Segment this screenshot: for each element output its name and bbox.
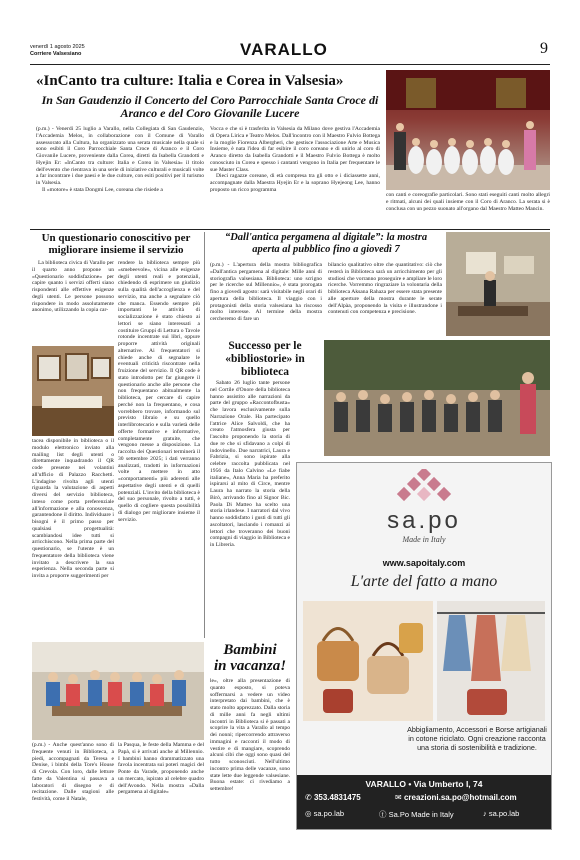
sapo-contact-bar [297,775,551,829]
sapo-logo-mark [397,469,451,509]
main-col-3 [386,192,550,226]
survey-col-a-para: La biblioteca civica di Varallo per il quarto anno propone un «Questionario soddisfazione» per capire quanto i servizi offerti siano rispondenti alle effettive esigenze degli utenti. Le persone possono rispondere in modo assolutamente anonimo, utilizzando la copia car- [32,260,114,314]
choir-photo-drawing [386,70,550,190]
main-title: «InCanto tra culture: Italia e Corea in Valsesia» [36,73,344,89]
pergamena-col-1-para: (p.m.) - L'apertura della mostra bibliografica «Dall'antica pergamena al digitale: Mille anni di storiografia valsesiana. Biblioteca: uno scrigno per le ricerche sul Millennio», è stata prorogata fino a giovedì agosto: sarà visitabile negli orari di apertura della biblioteca. Il viaggio con i protagonisti della storia valsesiana ha riscosso molto interesse. Al termine della mostra cercheremo di fare un [210,262,322,322]
paper-name: Corriere Valsesiano [30,51,82,57]
main-col-1-para: (p.m.) - Venerdì 25 luglio a Varallo, nella Collegiata di San Gaudenzio, l'Accademia Melos, in collaborazione con il Comune di Varallo assessorato alla Cultura, ha organizzato una serata musicale nella quale si sono esibiti il Coro Parrocchiale Santa Croce di Aranco e il Coro Giovanile Lucere, proveniente dalla Corea, diretti da Isabella Grandotti e Hyejin Er: «InCanto tra culture: Italia e Corea in Valsesia» il titolo dell'evento che rientrava in una serie di iniziative culturali e musicali volte a far incontrare i due paesi e le due culture, con esiti positivi per il turismo in Valsesia. [36,126,204,186]
main-col-2-para: Vocca e che si è trasferita in Valsesia da Milano dove gestiva l'Accademia di Opera Lirica e Teatro Melos. Dall'incontro con il Maestro Fulvio Bottega e la moglie Fiorenza Albergheri, che gestisce l'associazione Arte e Musica Insieme, è nata l'idea di far esibire il coro coreano e di unirlo al coro di Aranco diretto da Isabella Grandotti e il Maestro Fulvio Bottega è molto conosciuto in Corea e spesso i cantanti vengono in Italia per frequentare le sue Master Class. [210,126,380,173]
bambini-col-3-para: le», oltre alla presentazione di quanto esposto, si poteva soffermarsi a vedere un video interpretato dai bambini, che è stato molto apprezzato. Dalla storia di mille anni fa negli ultimi incontri in Biblioteca si è passati a scoprire la vita a Varallo al tempo dei nonni; ripercorrendo attraverso immagini e racconti il modo di vestire e di mangiare, scoprendo alcuni cibi che oggi sono quasi del tutto sconosciuti. Nell'ultimo incontro prima delle vacanze, sono state lette due leggende valsesiane. Buona estate: ci rivediamo a settembre! [210,678,290,792]
masthead [30,40,550,62]
survey-col-a2 [32,438,114,638]
library-photo-drawing [32,346,114,436]
pergamena-col-1 [210,262,322,336]
sapo-phone[interactable]: 353.4831475 [313,793,361,802]
sapo-brand: sa.po [387,507,461,534]
facebook-icon: ⓕ [379,810,387,819]
exhibition-photo-drawing [446,232,550,336]
bambini-title-line-1: Bambini [223,642,277,658]
pergamena-title: “Dall'antica pergamena al digitale”: la mostra aperta al pubblico fino a giovedì 7 [224,232,428,255]
column-divider [204,232,205,638]
sapo-social-3[interactable] [483,809,519,818]
sapo-website[interactable]: www.sapoitaly.com [382,558,466,568]
main-col-2b-para: Dieci ragazze coreane, di età compresa tra gli otto e i diciassette anni, accompagnate dalla Maestra Hyejin Er e la soprano Hyejeong Lee, hanno proposto un ricco programma [210,173,380,193]
sapo-social-3-label[interactable]: sa.po.lab [488,809,520,818]
main-col-2 [210,126,380,226]
library-photo [32,346,114,436]
sapo-social-2-label[interactable]: Sa.Po Made in Italy [388,810,454,819]
survey-title: Un questionario conoscitivo per migliorare insieme il servizio [41,232,191,256]
biblio-text-para: Sabato 26 luglio tante persone nel Cortile d'Onore della biblioteca hanno assistito alle narrazioni da parte del gruppo «Raccontofbusta» che lavora esclusivamente sulla Narrazione Orale. Ha partecipato l'attrice Alice Salvoldi, che ha creato l'atmosfera giusta per l'ascolto proponendo la storia di due re che si sfidavano a colpi di indovinello. Due narratrici, Laura e Fabrizia, si sono ispirate alla celebre raccolta pubblicata nel 1956 da Italo Calvino «Le fiabe italiane», Anna Maria ha preferito ispirarsi al mito di Circe, mentre Laura ha narrato la storia della Birò, arrivando fino al Signor Bic. Paola Di Matteo ha scelto una storia irlandese. I narratori dal vivo hanno soddisfatto i gusti di tutti gli ascoltatori, lasciando i romanzi ai lettori che troveranno dei buoni compagni di viaggio in Biblioteca e in Libreria. [210,380,290,548]
sapo-tagline: Abbigliamento, Accessori e Borse artigianali in cotone riciclato. Ogni creazione racconta una storia di sostenibilità e tradizione. [407,725,547,752]
biblio-title: Successo per le «bibliostorie» in biblioteca [225,340,305,378]
section-rule-1 [30,229,550,230]
bambini-col-2-para: la Pasqua, le feste della Mamma e del Papà, si è arrivati anche al Millennio. I bambini hanno drammatizzato una favola incentrata sui poteri magici del Ponte da Varade, proponendo anche un mercato, ispirato al celebre quadro dell'Avondo. Nella mostra «Dalla pergamena al digitale» [118,742,204,796]
sapo-phone-row[interactable] [305,793,361,802]
bambini-col-3 [210,678,290,828]
sapo-advertisement [296,462,552,830]
main-col-1b-para: Il «motore» è stata Dongmi Lee, coreana che risiede a [42,186,163,193]
exhibition-photo [446,232,550,336]
sapo-slogan: L'arte del fatto a mano [350,573,498,590]
bambini-col-1 [32,742,114,828]
children-photo-drawing [32,642,204,740]
tiktok-icon: ♪ [483,809,487,818]
survey-col-b [118,260,200,638]
bambini-title [210,642,290,674]
sapo-social-1[interactable] [305,809,344,818]
bambini-title-line-2: in vacanza! [213,658,287,674]
survey-col-a [32,260,114,344]
biblio-text [210,380,290,638]
phone-icon: ✆ [305,793,312,802]
pergamena-col-2 [328,262,442,336]
email-icon: ✉ [395,793,402,802]
masthead-rule [30,64,550,65]
storytelling-photo [324,340,550,456]
sapo-made-in-italy: Made in Italy [402,535,446,544]
clothes-drawing [437,601,545,721]
instagram-icon: ◎ [305,809,312,818]
page-number: 9 [540,40,548,57]
sapo-social-2[interactable] [379,809,454,820]
main-col-1 [36,126,204,226]
sapo-email[interactable]: creazioni.sa.po@hotmail.com [403,793,517,802]
sapo-social-1-label[interactable]: sa.po.lab [313,809,345,818]
bambini-col-1-para: (p.m.) - Anche quest'anno sono di frequente venuti in Biblioteca, a piedi, accompagnati da Teresa e Denise, i bimbi della Tore's House di Crevola. Con loro, dalle letture fatte da Valentina si passava a laboratori di disegno e di recitazione. Dalle stagioni alle festività, come il Natale, [32,742,114,802]
sapo-email-row[interactable] [395,793,517,802]
storytelling-photo-drawing [324,340,550,456]
children-photo [32,642,204,740]
section-title: VARALLO [240,40,328,59]
choir-photo [386,70,550,190]
bambini-col-2 [118,742,204,828]
survey-col-b-para: rendere la biblioteca sempre più «smebeevole», vicina alle esigenze degli utenti reali e potenziali, chiedendo di esprimere un giudizio sulla qualità dell'accoglienza e del servizio, ma anche a segnalare ciò che manca. Essendo sempre più importanti le attività di socializzazione è stato chiesto ai lettori se siano interessati a costituire Gruppi di Lettura o Tavole rotonde incentrate sui libri, oppure proporre attività originali alternative. Ai frequentatori si chiede anche di segnalare le eventuali criticità riscontrate nella fruizione del servizio. Il QR code è stato introdotto per far giungere il questionario anche alle persone che non frequentano abitualmente la biblioteca, per cercare di capire perché non la frequentano, e cosa vorrebbero trovare, informando sul previsto libraio e su quello interlibrotecario e sulla varietà delle offerte formative e informative, completamente gratuite, che vengono messe a disposizione. La raccolta dei Questionari terminerà il 30 settembre 2025; i dati verranno analizzati, tradotti in informazioni volte a mettere in atto «comportamenti» più aderenti alle aspettative degli utenti e di quelli potenziali. L'invito della biblioteca è del suo personale, rivolto a tutti, è quello di cogliere questa possibilità di dialogo per migliorare insieme il servizio. [118,260,200,523]
main-subtitle: In San Gaudenzio il Concerto del Coro Parrocchiale Santa Croce di Aranco e del Coro Giovanile Lucere [41,93,379,120]
survey-col-a2-para: tacea disponibile in biblioteca o il modulo elettronico inviato alla mailing list degli utenti o direttamente inquadrando il QR code presente nei volantini all'ufficio di Palazzo Racchetti. L'indagine rivolta agli utenti riguarda la valutazione di aspetti diversi del servizio biblioteca, inteso come porta preferenziale all'informazione e alla conoscenza, garantendone il diritto. Individuare i bisogni è il primo passo per qualsiasi progettualità: scambiandosi idee tutti si arricchiscono. Nella prima parte del questionario, se l'utente è un frequentatore della biblioteca viene invitato a descrivere la sua esperienza. Nella seconda parte si invita a proporre suggerimenti per [32,438,114,579]
pergamena-col-2-para: bilancio qualitativo oltre che quantitativo: ciò che resterà in Biblioteca sarà un arricchimento per gli studiosi che vorranno proseguire e ampliare le loro ricerche. Vorremmo ringraziare la volontaria della biblioteca Aksana Rahaza per essere stata presente alle aperture della mostra durante le serate dell'Alpàa, proponendo la visita e illustrandone i contenuti con competenza e precisione. [328,262,442,316]
handbags-photo [303,601,433,721]
handbags-drawing [303,601,433,721]
main-col-3-para: con canti e coreografie particolari. Sono stati eseguiti canti molto allegri e ritmati, alcuni dei quali insieme con il Coro di Aranco. La serata si è conclusa con un pezzo suonato all'organo dal Maestro Matteo Mancin. [386,192,550,212]
sapo-address: VARALLO • Via Umberto I, 74 [365,779,483,789]
clothes-photo [437,601,545,721]
issue-date: venerdì 1 agosto 2025 [30,44,85,50]
